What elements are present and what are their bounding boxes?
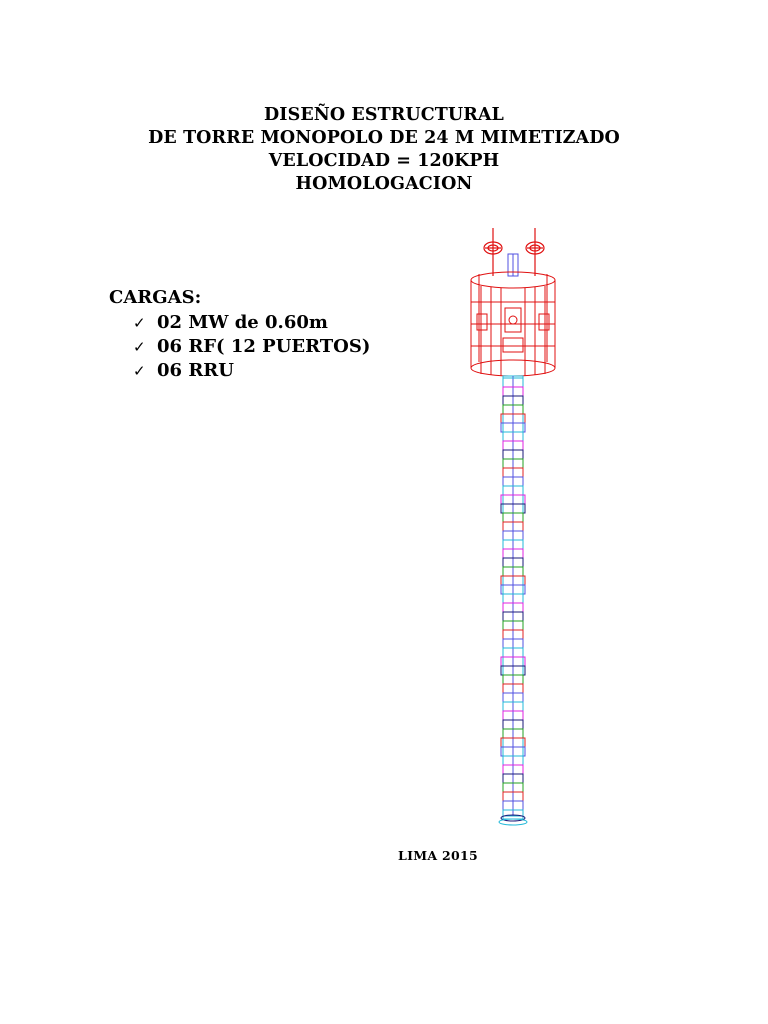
monopole-tower-drawing	[455, 228, 575, 828]
mw-antenna-left	[484, 228, 502, 276]
footer-place-year: LIMA 2015	[398, 848, 479, 863]
title-line-3: VELOCIDAD = 120KPH	[268, 151, 500, 171]
antenna-head-cage	[471, 272, 555, 376]
mw-antenna-right	[526, 228, 544, 276]
list-item	[133, 359, 370, 383]
title-line-1: DISEÑO ESTRUCTURAL	[264, 105, 504, 125]
title-line-4: HOMOLOGACION	[295, 174, 473, 194]
load-item-label: 02 MW de 0.60m	[157, 312, 328, 333]
loads-section	[109, 285, 370, 383]
title-line-2: DE TORRE MONOPOLO DE 24 M MIMETIZADO	[148, 128, 620, 148]
loads-heading: CARGAS:	[109, 287, 202, 308]
loads-list	[109, 311, 370, 383]
checkmark-icon: ✓	[133, 314, 146, 332]
document-title	[0, 104, 768, 196]
checkmark-icon: ✓	[133, 362, 146, 380]
mast-top	[508, 254, 518, 276]
load-item-label: 06 RF( 12 PUERTOS)	[157, 336, 371, 357]
list-item	[133, 311, 370, 335]
checkmark-icon: ✓	[133, 338, 146, 356]
list-item	[133, 335, 370, 359]
mast-shaft	[503, 376, 523, 816]
load-item-label: 06 RRU	[157, 360, 234, 381]
